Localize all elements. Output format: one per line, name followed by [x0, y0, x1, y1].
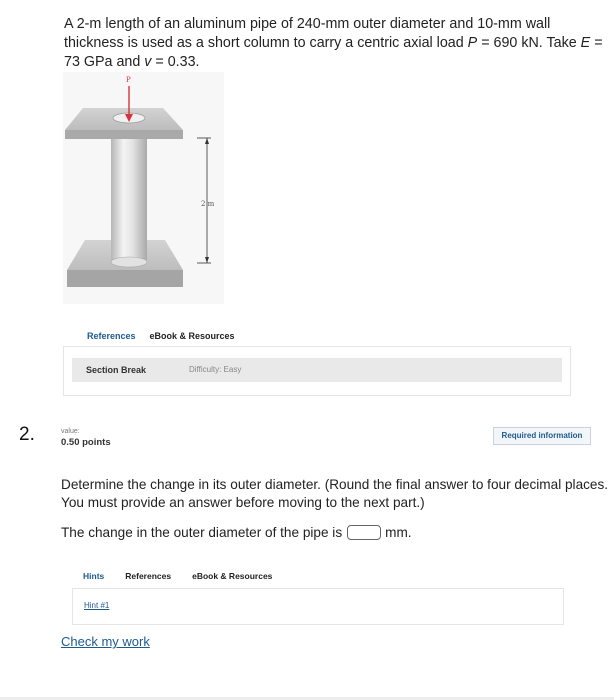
section-break-bar	[72, 358, 562, 382]
problem-text-1: A 2-m length of an aluminum pipe of 240-mm outer diameter and 10-mm wall thickness is used as a short column to carry a centric axial load	[64, 16, 551, 51]
poisson-symbol: v	[144, 54, 152, 70]
modulus-symbol: E	[580, 35, 591, 51]
problem-statement	[64, 15, 612, 72]
top-plate-edge	[65, 130, 183, 139]
tab-ebook-resources[interactable]: eBook & Resources	[149, 331, 235, 341]
pipe-column-diagram	[63, 72, 224, 304]
required-information-button[interactable]: Required information	[493, 427, 591, 445]
load-symbol: P	[467, 35, 478, 51]
hint-tabs	[83, 571, 293, 581]
tab-ebook-resources-2[interactable]: eBook & Resources	[192, 571, 273, 581]
hint-1-link[interactable]: Hint #1	[84, 601, 110, 610]
points-value: 0.50 points	[61, 437, 111, 448]
problem-text-4: = 0.33.	[151, 54, 200, 70]
hint-panel	[72, 588, 564, 625]
problem-text-3: = 73 GPa and	[64, 35, 603, 70]
answer-line	[61, 525, 412, 540]
answer-input[interactable]	[347, 525, 381, 540]
answer-prompt: The change in the outer diameter of the pipe is	[61, 525, 343, 540]
value-label: value:	[61, 428, 80, 435]
column-figure	[63, 72, 224, 304]
difficulty-label: Difficulty: Easy	[189, 365, 242, 374]
problem-text-2: = 690 kN. Take	[477, 35, 581, 51]
pipe-body	[111, 134, 147, 262]
load-label: P	[126, 76, 131, 84]
tab-hints[interactable]: Hints	[83, 571, 105, 581]
question-number: 2.	[19, 424, 35, 445]
resource-tabs	[87, 331, 249, 341]
check-my-work-link[interactable]: Check my work	[61, 634, 150, 649]
answer-unit: mm.	[385, 525, 412, 540]
tab-references[interactable]: References	[87, 331, 136, 341]
question-instruction: Determine the change in its outer diameter. (Round the final answer to four decimal places. You must provide an answer before moving to the next part.)	[61, 477, 609, 510]
tab-references-2[interactable]: References	[125, 571, 172, 581]
section-break-label: Section Break	[86, 365, 147, 375]
pipe-base	[111, 257, 147, 267]
length-label: 2 m	[201, 200, 215, 208]
bottom-plate-edge	[67, 270, 183, 287]
